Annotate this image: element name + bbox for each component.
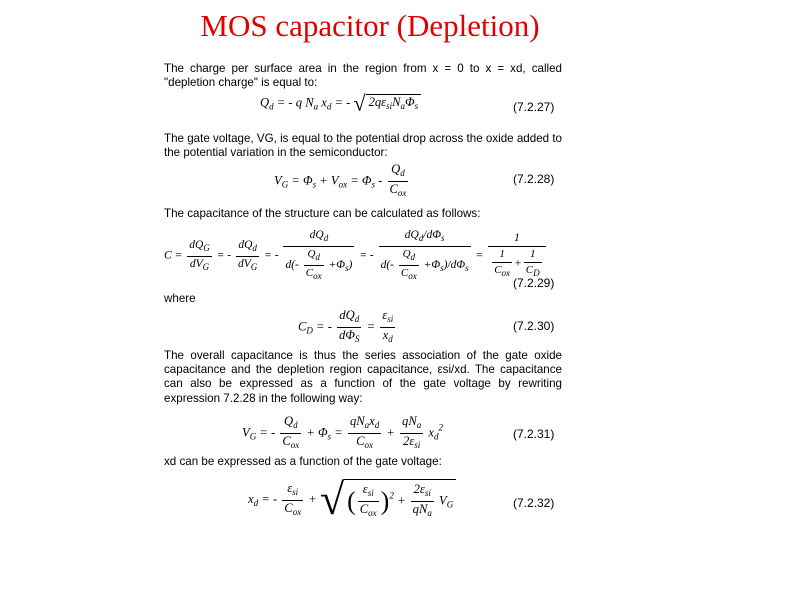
equation-number: (7.2.32) (513, 496, 555, 510)
slide-title: MOS capacitor (Depletion) (200, 8, 540, 43)
paragraph-xd-expression: xd can be expressed as a function of the gate voltage: (164, 455, 442, 468)
equation-number: (7.2.28) (513, 172, 555, 186)
equation-7-2-27: $Q_d$ = - q $N_a$ $x_d$ = - √ $2q\varepsilon_{si}N_a\Phi_s$ (260, 94, 421, 114)
equation-7-2-30: $C_D$ = - $\frac{dQ_d}{d\Phi_S}$ = $\frac{\varepsilon_{si}}{x_d}$ (298, 308, 394, 344)
paragraph-capacitance: The capacitance of the structure can be calculated as follows: (164, 207, 481, 220)
paragraph-depletion-charge: The charge per surface area in the region from x = 0 to x = xd, called "depletion charge" is equal to: (164, 62, 562, 90)
paragraph-where: where (164, 292, 196, 305)
equation-number: (7.2.30) (513, 319, 555, 333)
equation-7-2-32: $x_d$ = - $\frac{\varepsilon_{si}}{C_{ox}}$ + √ ( $\frac{\varepsilon_{si}}{C_{ox}}$ )$^2$ + $\frac{2\varepsilon_{si}}{qN_a}$ $V_G$ (248, 478, 456, 522)
paragraph-overall-capacitance: The overall capacitance is thus the series association of the gate oxide capacitance and the depletion region capacitance, εsi/xd. The capacitance can also be expressed as a function of the gate voltage by rewriting expression 7.2.28 in the following way: (164, 349, 562, 405)
equation-number: (7.2.31) (513, 427, 555, 441)
equation-number: (7.2.29) (513, 276, 555, 290)
equation-7-2-29: C = $\frac{dQ_G}{dV_G}$ = - $\frac{dQ_d}{dV_G}$ = - $dQ_d$ d(- $\frac{Q_d}{C_{ox}}$ $+\Phi_s$) = - $dQ_d/d\Phi_s$ d(- $\frac{Q_d}{C_{ox}}$ $+\Phi_s)/d\Phi_s$ = 1 $\frac{1}{C_{ox}}$ + $\frac{1}{C_D}$ (164, 228, 548, 284)
equation-number: (7.2.27) (513, 100, 555, 114)
paragraph-gate-voltage: The gate voltage, VG, is equal to the potential drop across the oxide added to the potential variation in the semiconductor: (164, 132, 562, 160)
equation-7-2-28: $V_G = \Phi_s + V_{ox} = \Phi_s$ - $\frac{Q_d}{C_{ox}}$ (274, 162, 407, 198)
equation-7-2-31: $V_G$ = - $\frac{Q_d}{C_{ox}}$ + $\Phi_s$ = $\frac{qN_ax_d}{C_{ox}}$ + $\frac{qN_a}{2\varepsilon_{si}}$ $x_d^2$ (242, 414, 443, 450)
